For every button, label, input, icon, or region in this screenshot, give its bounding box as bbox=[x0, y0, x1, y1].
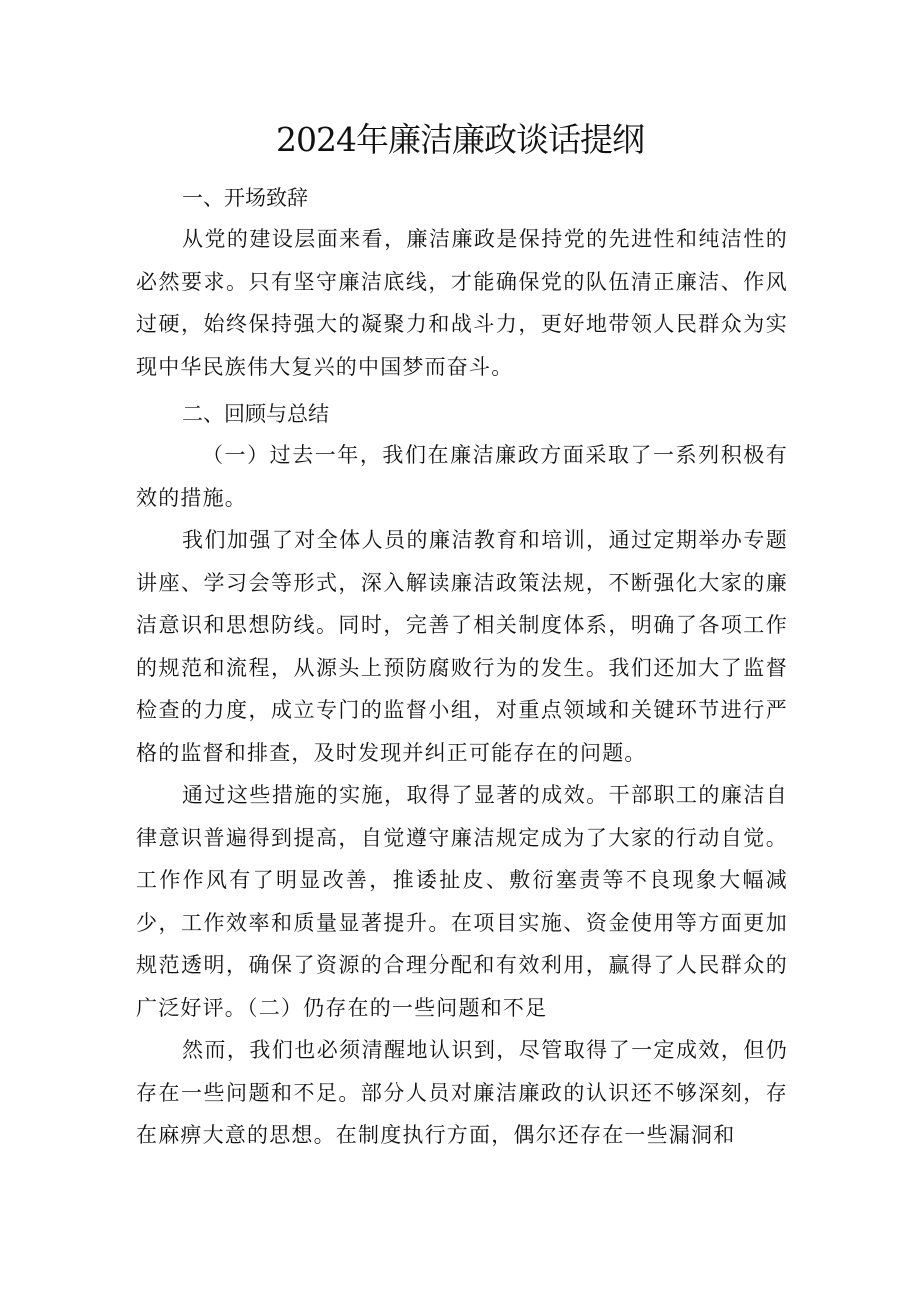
paragraph-opening: 从党的建设层面来看，廉洁廉政是保持党的先进性和纯洁性的必然要求。只有坚守廉洁底线，才能确保党的队伍清正廉洁、作风过硬，始终保持强大的凝聚力和战斗力，更好地带领人民群众为实现中华民族伟大复兴的中国梦而奋斗。 bbox=[136, 227, 788, 379]
section-heading-review: 二、回顾与总结 bbox=[182, 402, 329, 426]
document-body bbox=[136, 178, 788, 1157]
document-title: 2024年廉洁廉政谈话提纲 bbox=[276, 120, 644, 159]
section-heading-opening: 一、开场致辞 bbox=[182, 186, 308, 210]
paragraph-problems: 然而，我们也必须清醒地认识到，尽管取得了一定成效，但仍存在一些问题和不足。部分人员对廉洁廉政的认识还不够深刻，存在麻痹大意的思想。在制度执行方面，偶尔还存在一些漏洞和 bbox=[136, 1038, 788, 1147]
paragraph-results: 通过这些措施的实施，取得了显著的成效。干部职工的廉洁自律意识普遍得到提高，自觉遵守廉洁规定成为了大家的行动自觉。工作作风有了明显改善，推诿扯皮、敷衍塞责等不良现象大幅减少，工作效率和质量显著提升。在项目实施、资金使用等方面更加规范透明，确保了资源的合理分配和有效利用，赢得了人民群众的广泛好评。（二）仍存在的一些问题和不足 bbox=[136, 783, 788, 1020]
subheading-paragraph-past-year: （一）过去一年，我们在廉洁廉政方面采取了一系列积极有效的措施。 bbox=[136, 443, 788, 510]
paragraph-measures: 我们加强了对全体人员的廉洁教育和培训，通过定期举办专题讲座、学习会等形式，深入解读廉洁政策法规，不断强化大家的廉洁意识和思想防线。同时，完善了相关制度体系，明确了各项工作的规范和流程，从源头上预防腐败行为的发生。我们还加大了监督检查的力度，成立专门的监督小组，对重点领域和关键环节进行严格的监督和排查，及时发现并纠正可能存在的问题。 bbox=[136, 528, 788, 765]
